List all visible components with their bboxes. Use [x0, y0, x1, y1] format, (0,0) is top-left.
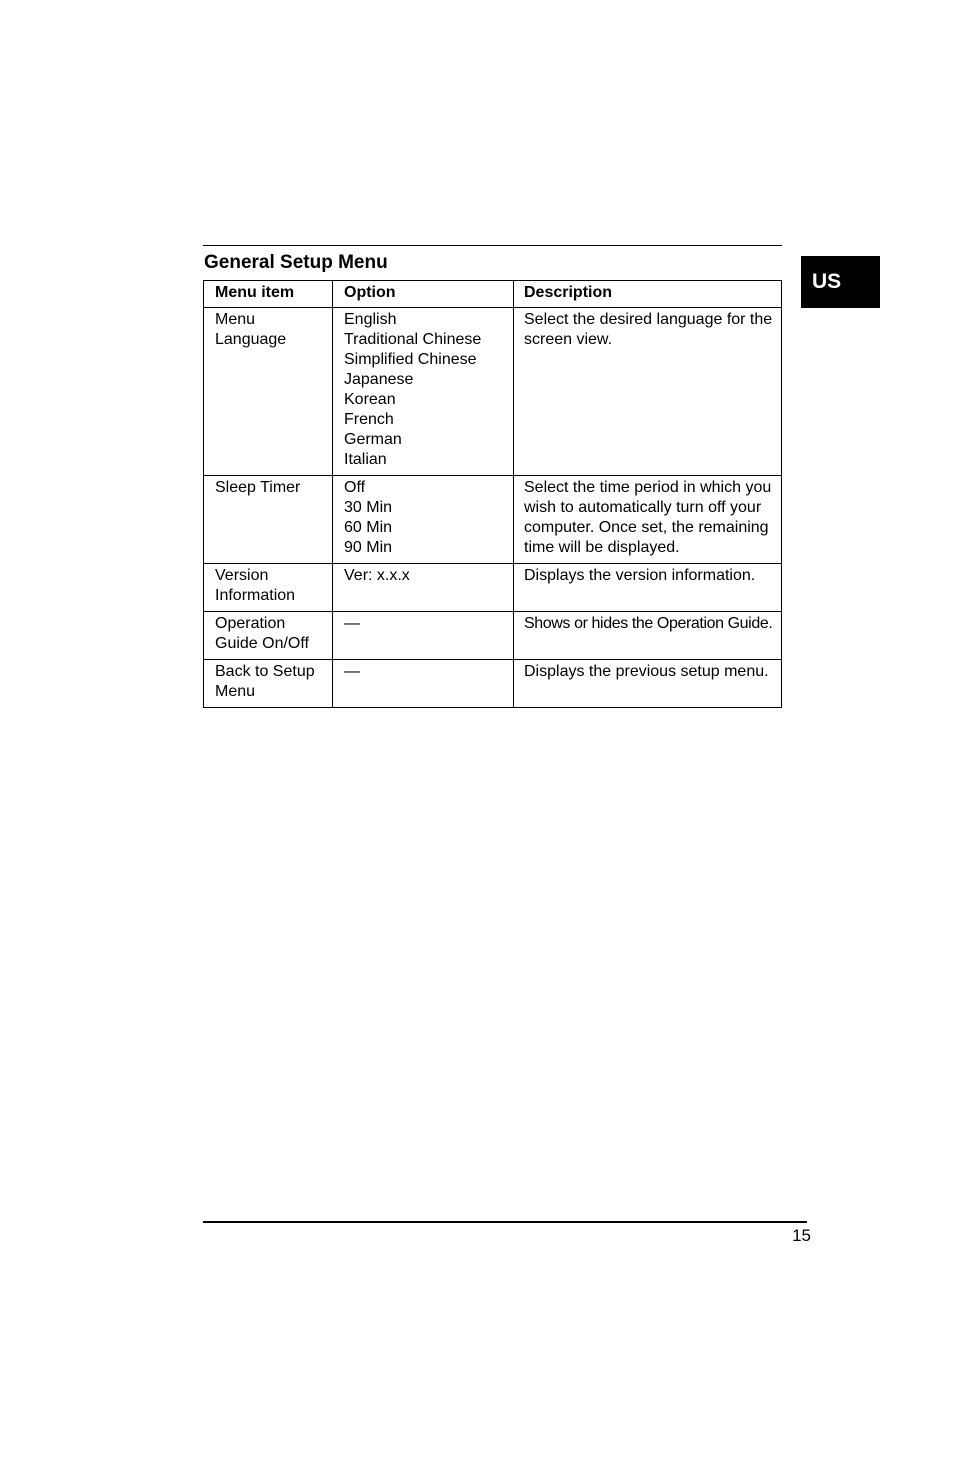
option-cell [333, 308, 514, 476]
option-value: Off [344, 479, 366, 496]
option-value: Japanese [344, 371, 414, 388]
page-number: 15 [792, 1226, 811, 1245]
menu-item-text: Sleep Timer [215, 479, 301, 496]
description-cell: Select the time period in which you wish to automatically turn off your computer. Once set, the remaining time will be displayed. [514, 476, 782, 564]
option-value: Traditional Chinese [344, 331, 482, 348]
menu-item-cell [204, 612, 333, 660]
menu-item-text: Menu [215, 311, 256, 328]
option-value: 30 Min [344, 499, 393, 516]
option-cell [333, 476, 514, 564]
menu-item-cell [204, 660, 333, 708]
option-value: — [344, 615, 360, 632]
table-header-row [204, 281, 782, 308]
description-cell: Select the desired language for the screen view. [514, 308, 782, 476]
menu-item-text: Back to Setup [215, 663, 315, 680]
section-title: General Setup Menu [204, 252, 388, 273]
header-menu-item: Menu item [204, 281, 333, 308]
description-cell: Displays the previous setup menu. [514, 660, 782, 708]
table-row [204, 308, 782, 476]
option-cell [333, 564, 514, 612]
general-setup-table [203, 280, 782, 708]
menu-item-text: Guide On/Off [215, 635, 309, 652]
option-value: 60 Min [344, 519, 393, 536]
table-row [204, 660, 782, 708]
menu-item-text: Language [215, 331, 287, 348]
option-value: Ver: x.x.x [344, 567, 410, 584]
menu-item-cell [204, 564, 333, 612]
option-value: Italian [344, 451, 387, 468]
language-tab-us: US [801, 256, 880, 308]
table-row [204, 476, 782, 564]
menu-item-text: Version [215, 567, 269, 584]
footer-rule [203, 1221, 807, 1223]
option-value: German [344, 431, 402, 448]
option-value: — [344, 663, 360, 680]
option-cell [333, 660, 514, 708]
menu-item-text: Menu [215, 683, 256, 700]
description-cell: Shows or hides the Operation Guide. [514, 612, 782, 660]
table-row [204, 612, 782, 660]
option-value: English [344, 311, 397, 328]
description-cell: Displays the version information. [514, 564, 782, 612]
table-row [204, 564, 782, 612]
option-value: Simplified Chinese [344, 351, 477, 368]
menu-item-cell [204, 308, 333, 476]
header-description: Description [514, 281, 782, 308]
option-cell [333, 612, 514, 660]
header-option: Option [333, 281, 514, 308]
option-value: French [344, 411, 394, 428]
top-rule [203, 245, 782, 246]
menu-item-text: Information [215, 587, 296, 604]
menu-item-text: Operation [215, 615, 286, 632]
option-value: Korean [344, 391, 396, 408]
option-value: 90 Min [344, 539, 393, 556]
menu-item-cell [204, 476, 333, 564]
